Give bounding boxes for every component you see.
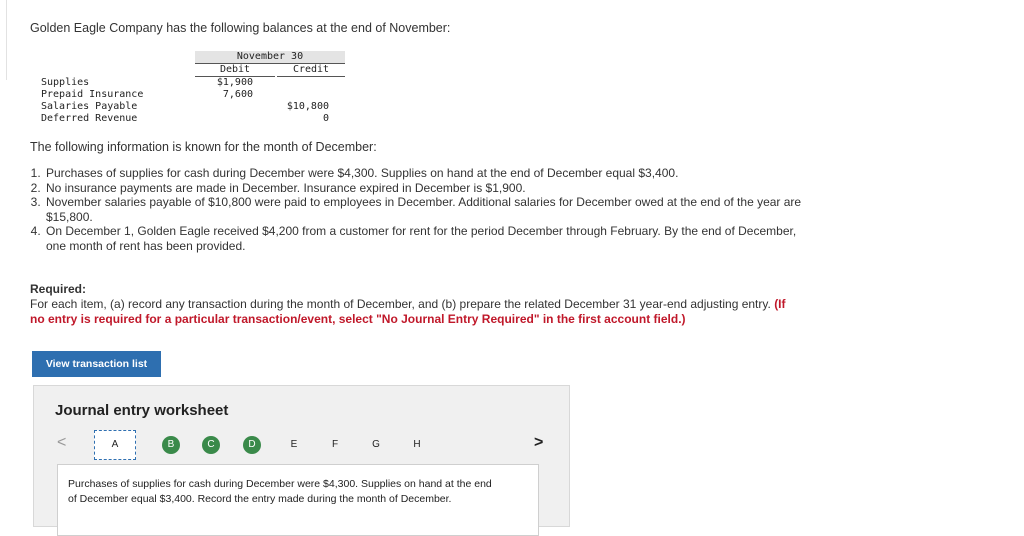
tab-b[interactable]: B: [162, 436, 180, 454]
december-items-list: [26, 166, 804, 253]
left-edge-divider: [0, 0, 7, 80]
worksheet-title: Journal entry worksheet: [55, 402, 229, 419]
chevron-left-icon[interactable]: <: [57, 434, 67, 451]
credit-header: Credit: [277, 64, 345, 77]
required-label: Required:: [30, 282, 87, 296]
account-name: Salaries Payable: [41, 101, 138, 112]
tab-h[interactable]: H: [413, 439, 421, 450]
debit-value: $1,900: [216, 77, 253, 88]
view-transaction-list-button[interactable]: View transaction list: [32, 351, 161, 377]
credit-value: 0: [322, 113, 329, 124]
list-item: 2. No insurance payments are made in December. Insurance expired in December is $1,900.: [44, 181, 804, 196]
list-item: 3. November salaries payable of $10,800 were paid to employees in December. Additional salaries for December owed at the end of the year are $15,800.: [44, 195, 804, 224]
list-item: 1. Purchases of supplies for cash during December were $4,300. Supplies on hand at the end of December equal $3,400.: [44, 166, 804, 181]
required-section: [30, 282, 790, 327]
tab-a[interactable]: A: [94, 430, 136, 460]
credit-value: $10,800: [286, 101, 329, 112]
tab-e[interactable]: E: [290, 439, 298, 450]
account-name: Supplies: [41, 77, 90, 88]
tab-d[interactable]: D: [243, 436, 261, 454]
account-name: Deferred Revenue: [41, 113, 138, 124]
transaction-description-box: [57, 464, 539, 536]
debit-value: 7,600: [222, 89, 253, 100]
transaction-description: Purchases of supplies for cash during December were $4,300. Supplies on hand at the end of December equal $3,400. Record the entry made during the month of December.: [68, 478, 492, 505]
tab-f[interactable]: F: [331, 439, 339, 450]
required-note: (If no entry is required for a particular transaction/event, select "No Journal Entry Required" in the first account field.): [30, 297, 786, 326]
month-header: November 30: [195, 51, 345, 64]
debit-header: Debit: [195, 64, 275, 77]
account-name: Prepaid Insurance: [41, 89, 144, 100]
tab-g[interactable]: G: [372, 439, 380, 450]
list-item: 4. On December 1, Golden Eagle received $4,200 from a customer for rent for the period December through February. By the end of December, one month of rent has been provided.: [44, 224, 804, 253]
tab-c[interactable]: C: [202, 436, 220, 454]
balance-table: [41, 51, 345, 127]
required-text: For each item, (a) record any transaction during the month of December, and (b) prepare the related December 31 year-end adjusting entry.: [30, 297, 771, 311]
journal-entry-worksheet: [33, 385, 570, 527]
intro-text: Golden Eagle Company has the following balances at the end of November:: [30, 21, 451, 35]
chevron-right-icon[interactable]: >: [534, 434, 544, 451]
december-info-heading: The following information is known for the month of December:: [30, 140, 377, 154]
